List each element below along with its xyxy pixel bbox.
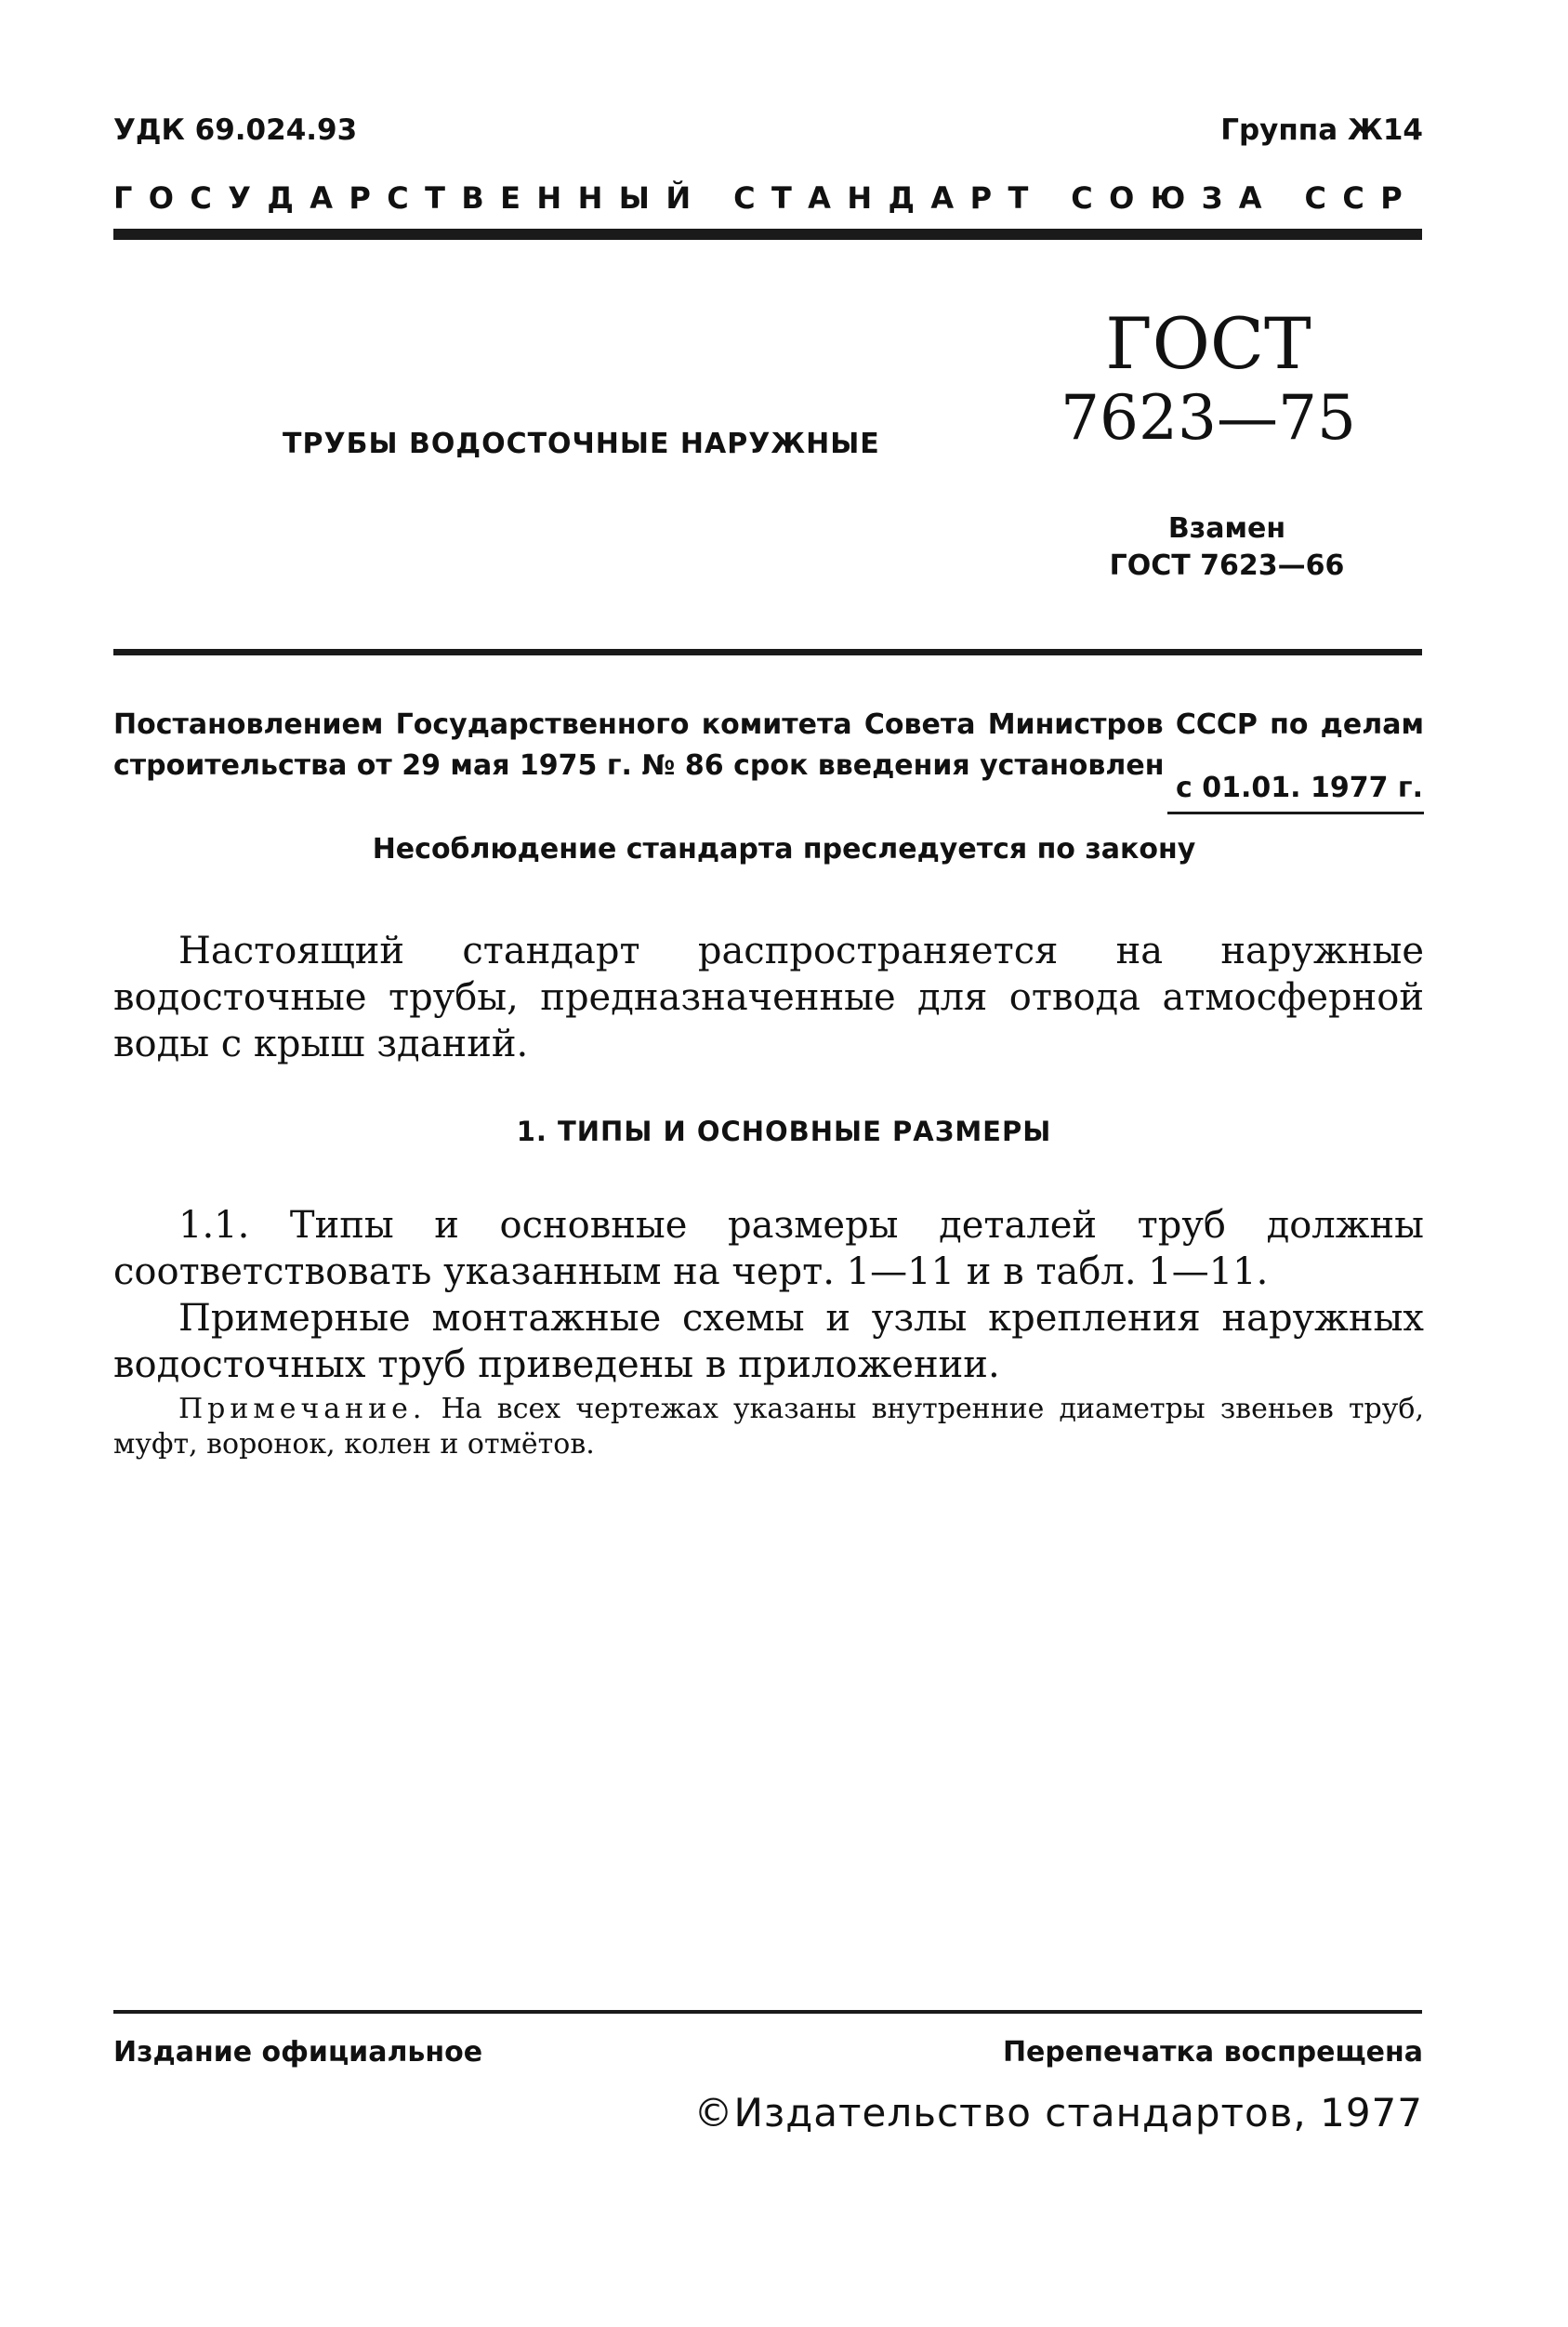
decree-text: Постановлением Государственного комитета Совета Министров СССР по делам строительства от 29 мая 1975 г. № 86 срок введения установлен — [113, 708, 1424, 782]
gost-label: ГОСТ — [1105, 302, 1311, 385]
state-standard-banner: ГОСУДАРСТВЕННЫЙ СТАНДАРТ СОЮЗА ССР — [113, 180, 1419, 216]
replaces-number: ГОСТ 7623—66 — [1109, 549, 1345, 582]
footer-divider — [113, 2010, 1422, 2014]
note-label: Примечание. — [178, 1393, 427, 1425]
section-heading: 1. ТИПЫ И ОСНОВНЫЕ РАЗМЕРЫ — [516, 1116, 1052, 1147]
udk-code: УДК 69.024.93 — [113, 113, 358, 147]
document-title: ТРУБЫ ВОДОСТОЧНЫЕ НАРУЖНЫЕ — [283, 428, 880, 460]
section-divider — [113, 649, 1422, 655]
reprint-notice: Перепечатка воспрещена — [1002, 2036, 1423, 2069]
intro-paragraph: Настоящий стандарт распространяется на наружные водосточные трубы, предназначенные для отвода атмосферной воды с крыш зданий. — [113, 930, 1424, 1065]
publisher-copyright: ©Издательство стандартов, 1977 — [693, 2090, 1423, 2135]
note — [113, 1392, 1424, 1462]
date-underline — [1167, 812, 1424, 814]
replaces-label: Взамен — [1167, 512, 1286, 545]
note-text: На всех чертежах указаны внутренние диаметры звеньев труб, муфт, воронок, колен и отмётов. — [113, 1393, 1424, 1461]
edition-label: Издание официальное — [113, 2036, 483, 2069]
group-code: Группа Ж14 — [1220, 113, 1423, 147]
gost-number: 7623—75 — [1061, 382, 1356, 454]
top-divider — [113, 229, 1422, 240]
paragraph-1-1: 1.1. Типы и основные размеры деталей труб должны соответствовать указанным на черт. 1—11 и в табл. 1—11. — [113, 1204, 1424, 1293]
law-notice: Несоблюдение стандарта преследуется по закону — [372, 833, 1196, 866]
effective-date: с 01.01. 1977 г. — [1176, 772, 1423, 804]
paragraph-mounting: Примерные монтажные схемы и узлы крепления наружных водосточных труб приведены в приложении. — [113, 1297, 1424, 1386]
